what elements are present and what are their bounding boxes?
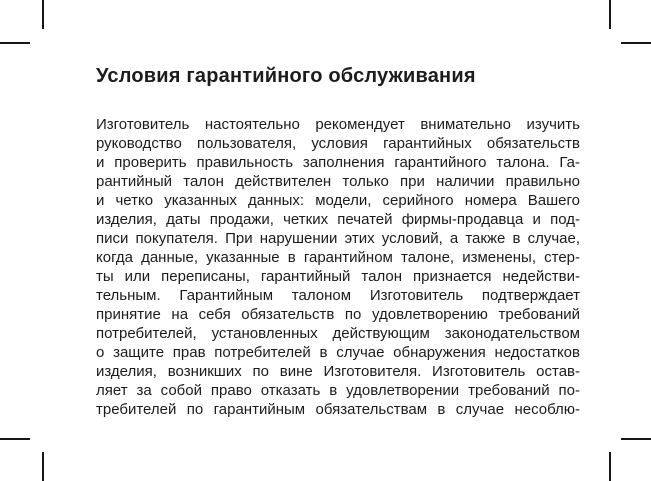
body-line: о защите прав потребителей в случае обнаружения недостатков xyxy=(96,344,580,361)
body-text xyxy=(96,115,580,419)
page-title: Условия гарантийного обслуживания xyxy=(96,65,476,87)
crop-mark-bottom-left-horizontal xyxy=(0,438,30,440)
body-line: тельным. Гарантийным талоном Изготовитель подтверждает xyxy=(96,287,580,304)
crop-mark-top-right-horizontal xyxy=(621,42,651,44)
body-line: ляет за собой право отказать в удовлетворении требований по- xyxy=(96,382,580,399)
body-line: принятие на себя обязательств по удовлетворению требований xyxy=(96,306,580,323)
body-line: и проверить правильность заполнения гарантийного талона. Га- xyxy=(96,154,580,171)
crop-mark-top-left-horizontal xyxy=(0,42,30,44)
body-line: руководство пользователя, условия гарантийных обязательств xyxy=(96,135,580,152)
body-line: когда данные, указанные в гарантийном талоне, изменены, стер- xyxy=(96,249,580,266)
crop-mark-bottom-left-vertical xyxy=(42,452,44,481)
body-line: изделия, даты продажи, четких печатей фирмы-продавца и под- xyxy=(96,211,580,228)
body-line: требителей по гарантийным обязательствам в случае несоблю- xyxy=(96,401,580,418)
body-line: потребителей, установленных действующим законодательством xyxy=(96,325,580,342)
body-line: изделия, возникших по вине Изготовителя. Изготовитель остав- xyxy=(96,363,580,380)
crop-mark-bottom-right-vertical xyxy=(609,452,611,481)
crop-mark-bottom-right-horizontal xyxy=(621,438,651,440)
body-line: ты или переписаны, гарантийный талон признается недействи- xyxy=(96,268,580,285)
crop-mark-top-left-vertical xyxy=(42,0,44,29)
body-line: рантийный талон действителен только при наличии правильно xyxy=(96,173,580,190)
crop-mark-top-right-vertical xyxy=(609,0,611,29)
body-line: писи покупателя. При нарушении этих условий, а также в случае, xyxy=(96,230,580,247)
body-line: Изготовитель настоятельно рекомендует внимательно изучить xyxy=(96,116,580,133)
body-line: и четко указанных данных: модели, серийного номера Вашего xyxy=(96,192,580,209)
